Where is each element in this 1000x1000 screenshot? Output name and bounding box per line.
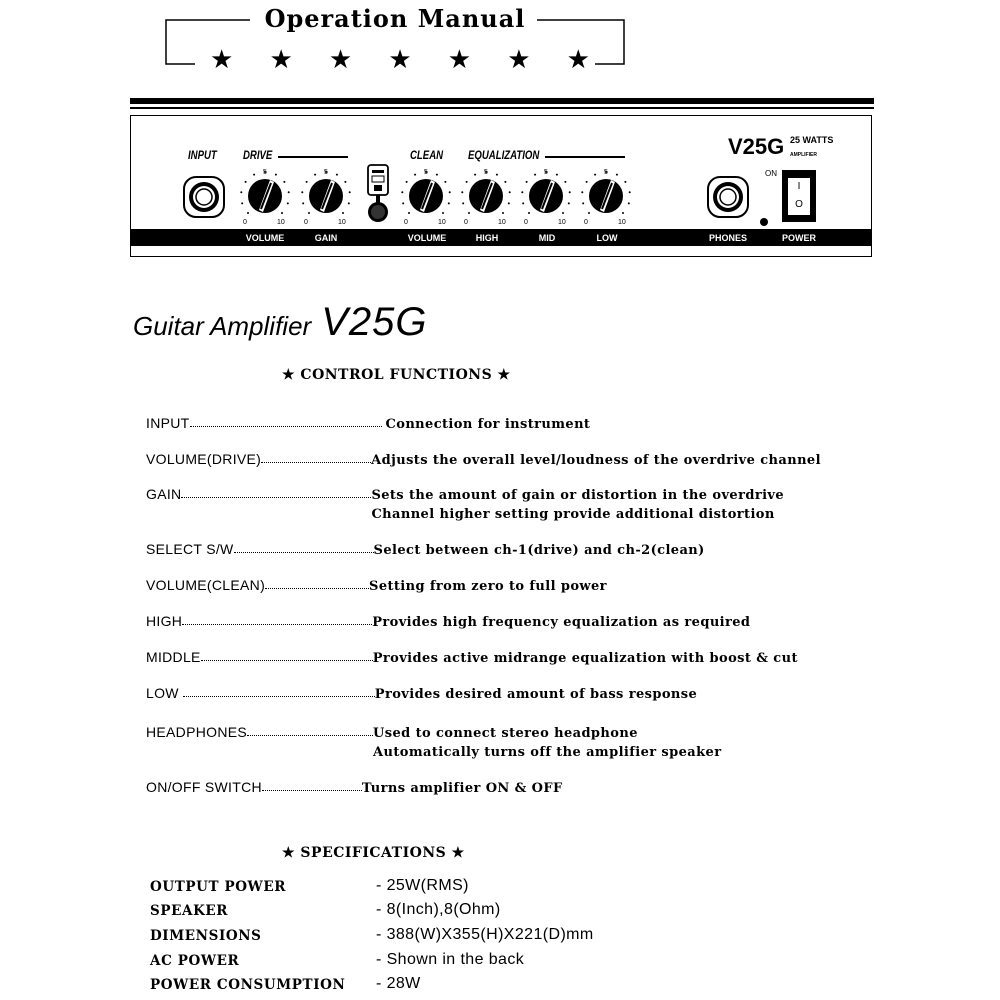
knob-scale-max: 10 — [338, 219, 346, 226]
function-row — [146, 486, 866, 524]
spec-row — [150, 877, 850, 895]
model-sub: AMPLIFIER — [790, 152, 817, 158]
model-badge: V25G — [728, 134, 785, 159]
function-key: MIDDLE — [146, 649, 201, 665]
knob-scale-max: 10 — [618, 219, 626, 226]
function-key: VOLUME(CLEAN) — [146, 577, 266, 593]
knob-scale-min: 0 — [243, 219, 247, 226]
function-desc: Connection for instrument — [385, 417, 591, 432]
product-heading-text: Guitar Amplifier — [133, 311, 312, 341]
gain-knob[interactable] — [298, 166, 354, 226]
page-title: Operation Manual — [264, 4, 526, 33]
divider-thin — [130, 107, 874, 109]
label-gain: GAIN — [314, 233, 338, 243]
spec-row — [150, 926, 850, 944]
function-desc: Provides active midrange equalization with boost & cut — [372, 651, 798, 666]
function-desc: Used to connect stereo headphone Automatically turns off the amplifier speaker — [373, 726, 722, 760]
star-icon: ★ — [269, 44, 293, 74]
knob-scale-max: 10 — [438, 219, 446, 226]
knob-scale-mid: 5 — [604, 169, 608, 176]
knob-scale-mid: 5 — [544, 169, 548, 176]
function-key: HIGH — [146, 613, 183, 629]
switch-off-mark: O — [795, 199, 803, 210]
knob-scale-min: 0 — [404, 219, 408, 226]
mid-knob[interactable] — [518, 166, 574, 226]
label-high: HIGH — [475, 233, 499, 243]
star-icon: ★ — [566, 44, 590, 74]
knob-scale-mid: 5 — [484, 169, 488, 176]
label-phones: PHONES — [708, 233, 747, 243]
knob-scale-mid: 5 — [424, 169, 428, 176]
function-row — [146, 541, 866, 560]
drive-label: DRIVE — [243, 148, 273, 162]
function-key: INPUT — [146, 415, 190, 431]
switch-on-mark: I — [797, 181, 801, 192]
function-desc: Turns amplifier ON & OFF — [361, 781, 563, 796]
product-heading — [133, 300, 428, 345]
function-row — [146, 613, 866, 632]
model-watts: 25 WATTS — [790, 135, 834, 145]
on-label: ON — [765, 169, 777, 178]
clean-label: CLEAN — [410, 148, 444, 162]
knob-scale-max: 10 — [277, 219, 285, 226]
knob-scale-min: 0 — [584, 219, 588, 226]
function-key: ON/OFF SWITCH — [146, 779, 262, 795]
clean-volume-knob[interactable] — [398, 166, 454, 226]
spec-value: - 8(Inch),8(Ohm) — [376, 901, 501, 918]
function-desc: Adjusts the overall level/loudness of the overdrive channel — [371, 453, 821, 468]
spec-key: OUTPUT POWER — [150, 879, 287, 895]
product-model: V25G — [321, 300, 428, 344]
specifications-title: ★ SPECIFICATIONS ★ — [282, 845, 465, 861]
low-knob[interactable] — [578, 166, 634, 226]
function-row — [146, 577, 866, 596]
function-key: GAIN — [146, 486, 182, 502]
input-label: INPUT — [188, 148, 217, 162]
function-row — [146, 415, 866, 434]
function-desc: Provides high frequency equalization as required — [372, 615, 751, 630]
channel-select-switch[interactable] — [365, 163, 391, 225]
function-key: VOLUME(DRIVE) — [146, 451, 262, 467]
divider-thick — [130, 98, 874, 104]
function-desc: Provides desired amount of bass response — [374, 687, 698, 702]
spec-key: POWER CONSUMPTION — [150, 977, 346, 993]
control-functions-title: ★ CONTROL FUNCTIONS ★ — [282, 367, 511, 383]
star-icon: ★ — [328, 44, 353, 74]
star-icon: ★ — [388, 44, 412, 74]
label-power: POWER — [781, 233, 816, 243]
knob-scale-min: 0 — [464, 219, 468, 226]
spec-key: DIMENSIONS — [150, 928, 262, 944]
input-jack[interactable] — [182, 175, 226, 219]
label-low: LOW — [596, 233, 618, 243]
function-row — [146, 451, 866, 470]
drive-line — [278, 156, 348, 158]
knob-scale-min: 0 — [524, 219, 528, 226]
knob-scale-mid: 5 — [263, 169, 267, 176]
function-row — [146, 685, 866, 704]
function-row — [146, 779, 866, 798]
label-mid: MID — [538, 233, 556, 243]
function-key: LOW — [146, 685, 179, 701]
label-clean-volume: VOLUME — [407, 233, 447, 243]
title-stars — [210, 44, 590, 74]
star-icon: ★ — [447, 44, 472, 74]
function-desc: Sets the amount of gain or distortion in the overdrive Channel higher setting provide additional distortion — [371, 488, 785, 522]
label-drive-volume: VOLUME — [245, 233, 285, 243]
knob-scale-max: 10 — [558, 219, 566, 226]
knob-scale-min: 0 — [304, 219, 308, 226]
power-led-icon — [760, 218, 768, 226]
function-key: HEADPHONES — [146, 724, 248, 740]
spec-value: - 388(W)X355(H)X221(D)mm — [376, 926, 594, 943]
eq-label: EQUALIZATION — [468, 148, 540, 162]
phones-jack[interactable] — [706, 175, 750, 219]
function-desc: Select between ch-1(drive) and ch-2(clean) — [373, 543, 705, 558]
high-knob[interactable] — [458, 166, 514, 226]
drive-volume-knob[interactable] — [237, 166, 293, 226]
function-key: SELECT S/W — [146, 541, 234, 557]
spec-row — [150, 951, 850, 969]
star-icon: ★ — [507, 44, 531, 74]
function-desc: Setting from zero to full power — [369, 579, 607, 594]
eq-line — [545, 156, 625, 158]
spec-value: - Shown in the back — [376, 951, 525, 968]
spec-row — [150, 975, 850, 993]
star-icon: ★ — [210, 44, 234, 74]
function-row — [146, 724, 866, 762]
spec-value: - 25W(RMS) — [376, 877, 469, 894]
power-switch[interactable] — [782, 170, 816, 222]
spec-key: SPEAKER — [150, 903, 229, 919]
spec-key: AC POWER — [150, 953, 240, 969]
knob-scale-max: 10 — [498, 219, 506, 226]
function-row — [146, 649, 866, 668]
spec-value: - 28W — [376, 975, 421, 992]
knob-scale-mid: 5 — [324, 169, 328, 176]
spec-row — [150, 901, 850, 919]
